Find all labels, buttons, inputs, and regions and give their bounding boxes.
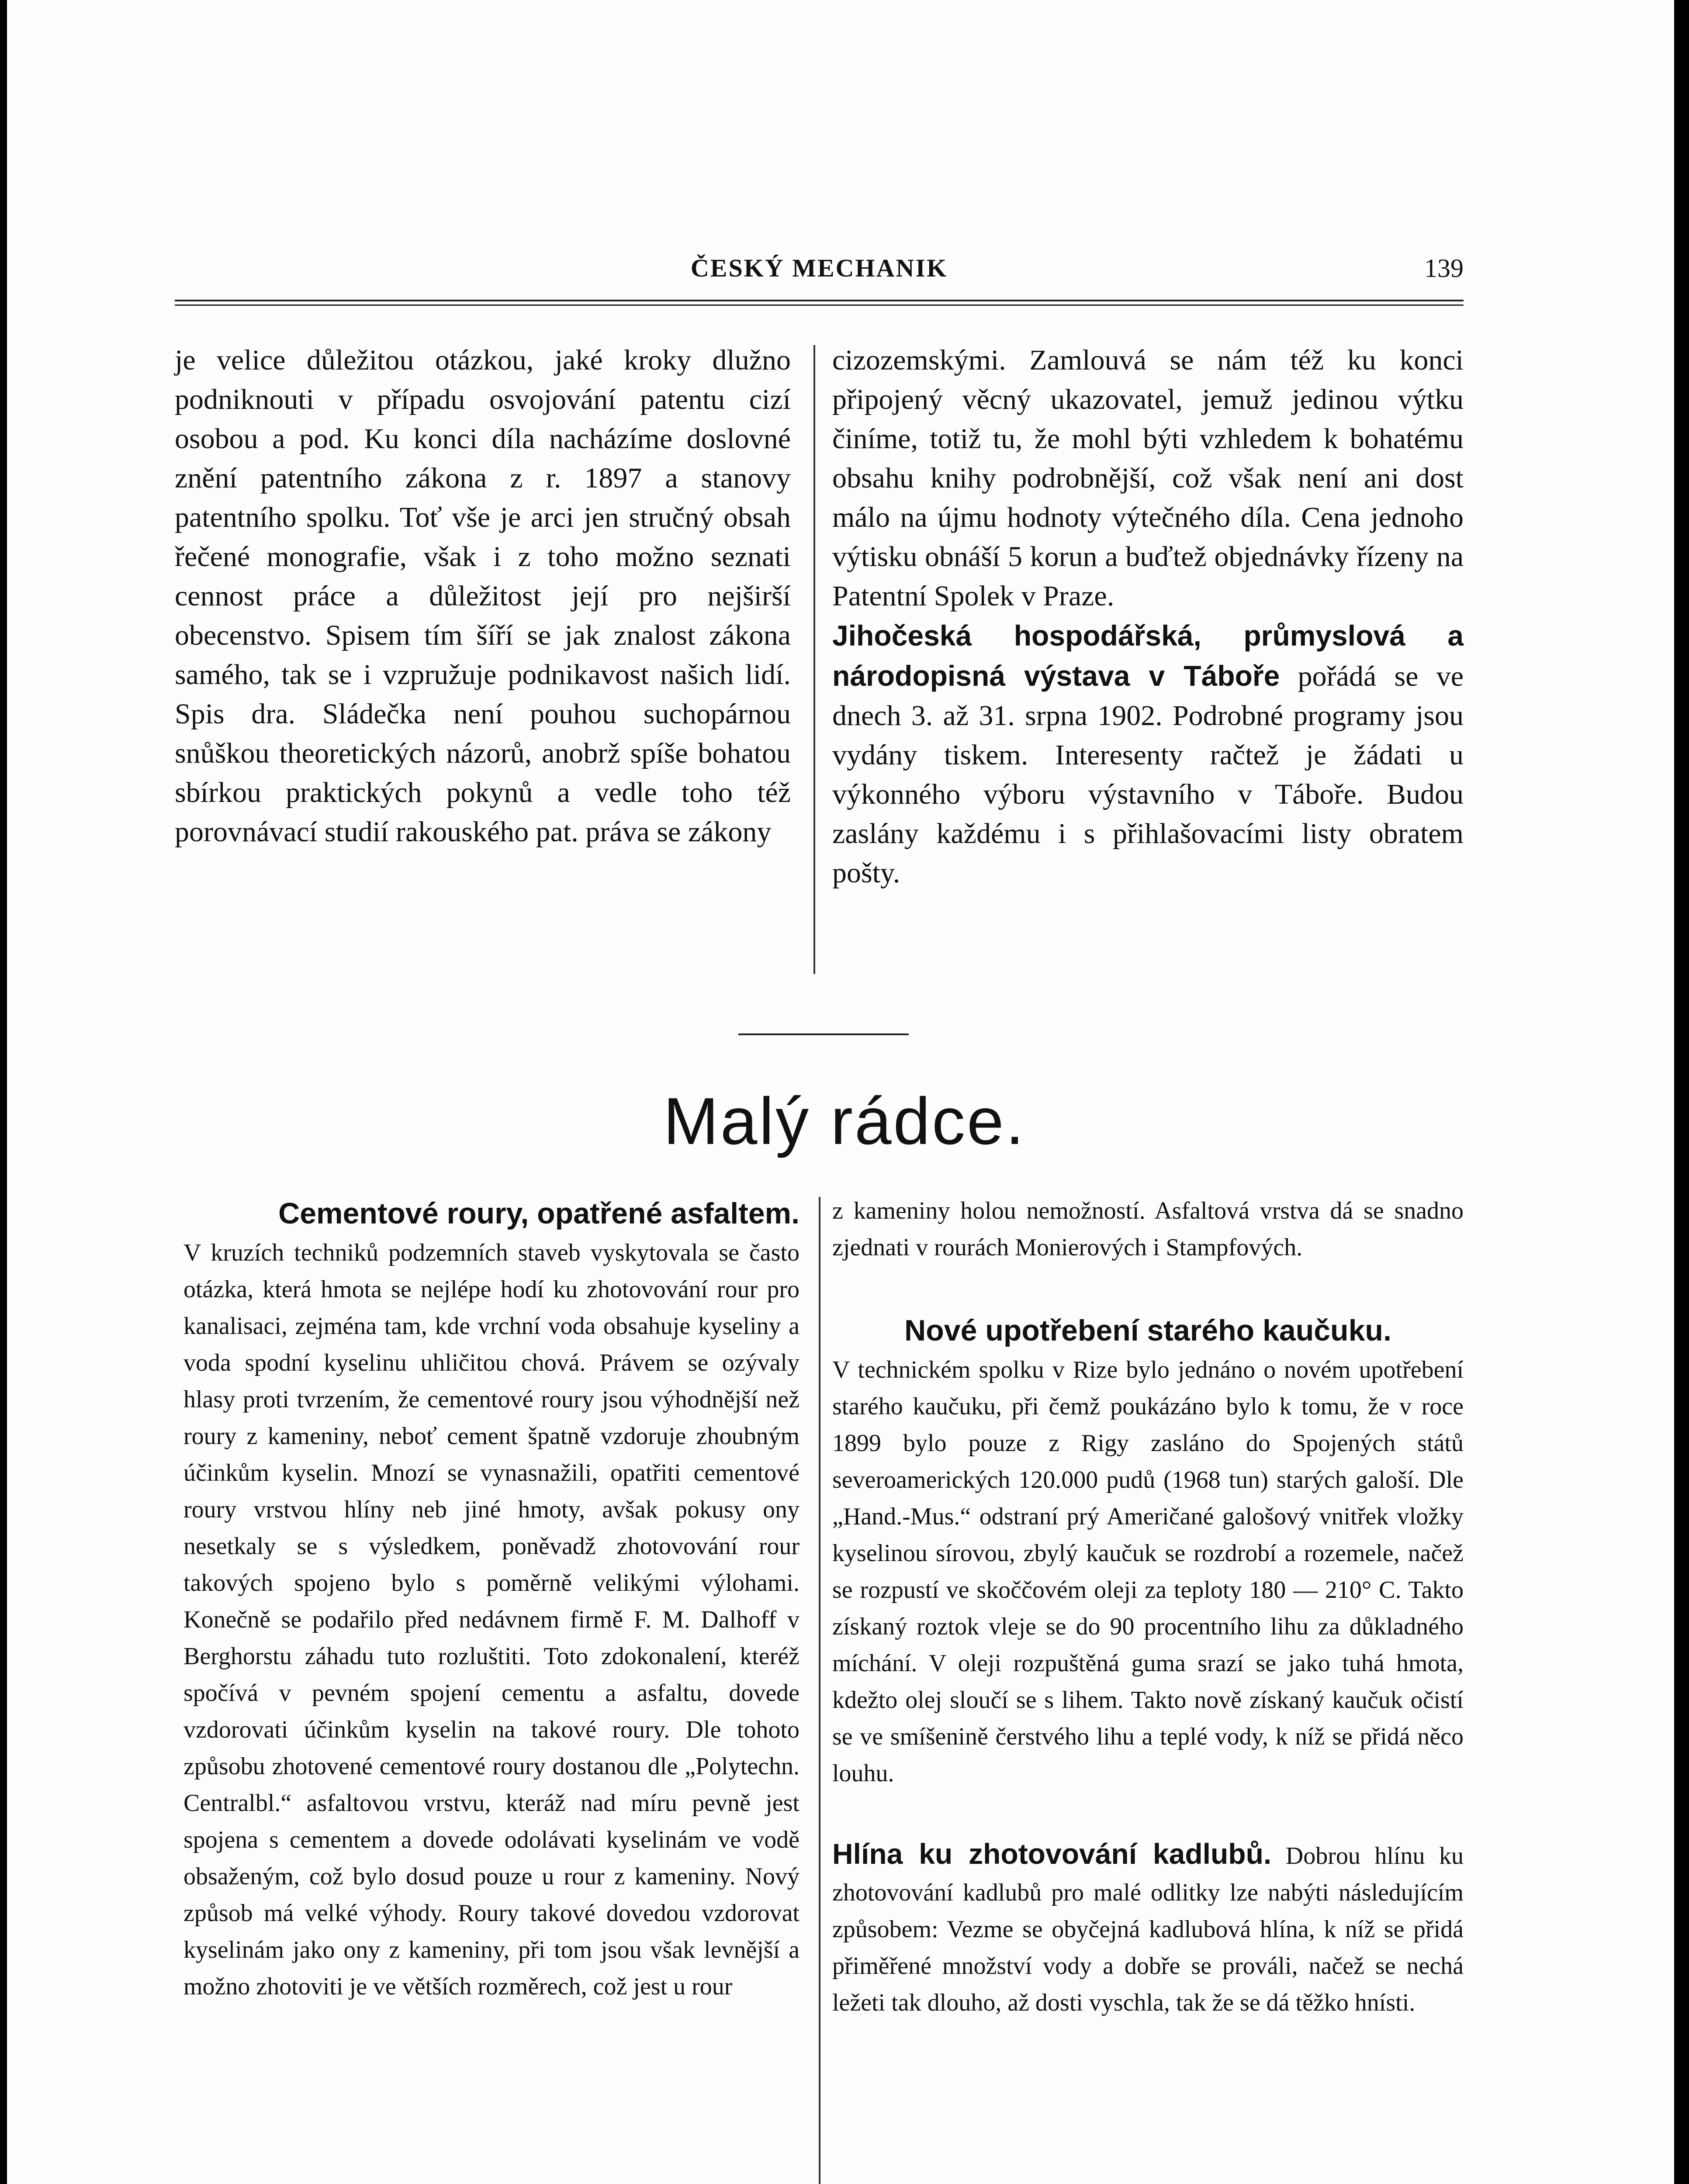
exhibition-notice [832,616,1464,893]
top-column-divider [813,345,815,974]
exhibition-text: pořádá se ve dnech 3. až 31. srpna 1902. Podrobné programy jsou vydány tiskem. Interesenty račtež je žádati u výkonného výboru výstavního v Táboře. Budou zaslány každému i s přihlašovacími listy obratem pošty. [832,660,1464,889]
top-left-column [175,341,791,852]
article-clay [832,1835,1464,2021]
bottom-column-divider [819,1197,820,2184]
article-text-cement-pipes-end: z kameniny holou nemožností. Asfaltová vrstva dá se snadno zjednati v rourách Monierových i Stampfových. [832,1197,1464,1261]
article-heading-rubber: Nové upotřebení starého kaučuku. [904,1314,1391,1347]
page-header [175,253,1464,288]
article-heading-cement-pipes: Cementové roury, opatřené asfaltem. [278,1197,800,1230]
bottom-left-column [183,1192,800,2005]
bottom-right-column [832,1192,1464,2021]
article-text-cement-pipes: V kruzích techniků podzemních staveb vyskytovala se často otázka, která hmota se nejlépe hodí ku zhotovování rour pro kanalisaci, zejména tam, kde vrchní voda obsahuje kyseliny a voda spodní kyselinu uhličitou chová. Právem se ozývaly hlasy proti tvrzením, že cementové roury jsou výhodnější než roury z kameniny, neboť cement špatně vzdoruje zhoubným účinkům kyselin. Mnozí se vynasnažili, opatřiti cementové roury vrstvou hlíny neb jiné hmoty, avšak pokusy ony nesetkaly se s výsledkem, poněvadž zhotovování rour takových spojeno bylo s poměrně velikými výlohami. Konečně se podařilo před nedávnem firmě F. M. Dalhoff v Berghorstu záhadu tuto rozluštiti. Toto zdokonalení, kteréž spočívá v pevném spojení cementu a asfaltu, dovede vzdorovati účinkům kyselin na takové roury. Dle tohoto způsobu zhotovené cementové roury dostanou dle „Polytechn. Centralbl.“ asfaltovou vrstvu, kteráž nad míru pevně jest spojena s cementem a dovede odolávati kyselinám ve vodě obsaženým, což bylo dosud pouze u rour z kameniny. Nový způsob má velké výhody. Roury takové dovedou vzdorovat kyselinám jako ony z kameniny, při tom jsou však levnější a možno zhotoviti je ve větších rozměrech, což jest u rour [183,1239,800,2000]
top-right-column [832,341,1464,893]
section-title: Malý rádce. [663,1084,1026,1158]
running-title: ČESKÝ MECHANIK [690,254,948,282]
article-text-clay: Dobrou hlínu ku zhotovování kadlubů pro malé odlitky lze nabýti následujícím způsobem: Vezme se obyčejná kadlubová hlína, k níž se přidá přiměřené množství vody a dobře se prováli, načež se nechá ležeti tak dlouho, až dosti vyschla, tak že se dá těžko hnísti. [832,1842,1464,2016]
article-text-rubber: V technickém spolku v Rize bylo jednáno o novém upotřebení starého kaučuku, při čemž poukázáno bylo k tomu, že v roce 1899 bylo pouze z Rigy zasláno do Spojených států severoamerických 120.000 pudů (1968 tun) starých galoší. Dle „Hand.-Mus.“ odstraní prý Američané galošový vnitřek vložky kyselinou sírovou, zbylý kaučuk se rozdrobí a rozemele, načež se rozpustí ve skoččovém oleji za teploty 180 — 210° C. Takto získaný roztok vleje se do 90 procentního lihu za důkladného míchání. V oleji rozpuštěná guma srazí se jako tuhá hmota, kdežto olej sloučí se s lihem. Takto nově získaný kaučuk očistí se ve smíšenině čerstvého lihu a teplé vody, k níž se přidá něco louhu. [832,1356,1464,1787]
review-continuation-text: je velice důležitou otázkou, jaké kroky dlužno podniknouti v případu osvojování patentu cizí osobou a pod. Ku konci díla nacházíme doslovné znění patentního zákona z r. 1897 a stanovy patentního spolku. Toť vše je arci jen stručný obsah řečené monografie, však i z toho možno seznati cennost práce a důležitost její pro nejširší obecenstvo. Spisem tím šíří se jak znalost zákona samého, tak se i vzpružuje podnikavost našich lidí. Spis dra. Sládečka není pouhou suchopárnou snůškou theoretických názorů, anobrž spíše bohatou sbírkou praktických pokynů a vedle toho též porovnávací studií rakouského pat. práva se zákony [175,344,791,848]
section-divider [738,1033,909,1035]
article-heading-clay: Hlína ku zhotovování kadlubů. [832,1838,1272,1870]
page-number: 139 [1424,254,1464,283]
review-ending-text: cizozemskými. Zamlouvá se nám též ku konci připojený věcný ukazovatel, jemuž jedinou výtku činíme, totiž tu, že mohl býti vzhledem k bohatému obsahu knihy podrobnější, což však není ani dost málo na újmu hodnoty výtečného díla. Cena jednoho výtisku obnáší 5 korun a buďtež objednávky řízeny na Patentní Spolek v Praze. [832,344,1464,612]
exhibition-heading: Jihočeská hospodářská, průmyslová a národopisná výstava v Táboře [832,619,1464,692]
header-rule [175,300,1464,306]
